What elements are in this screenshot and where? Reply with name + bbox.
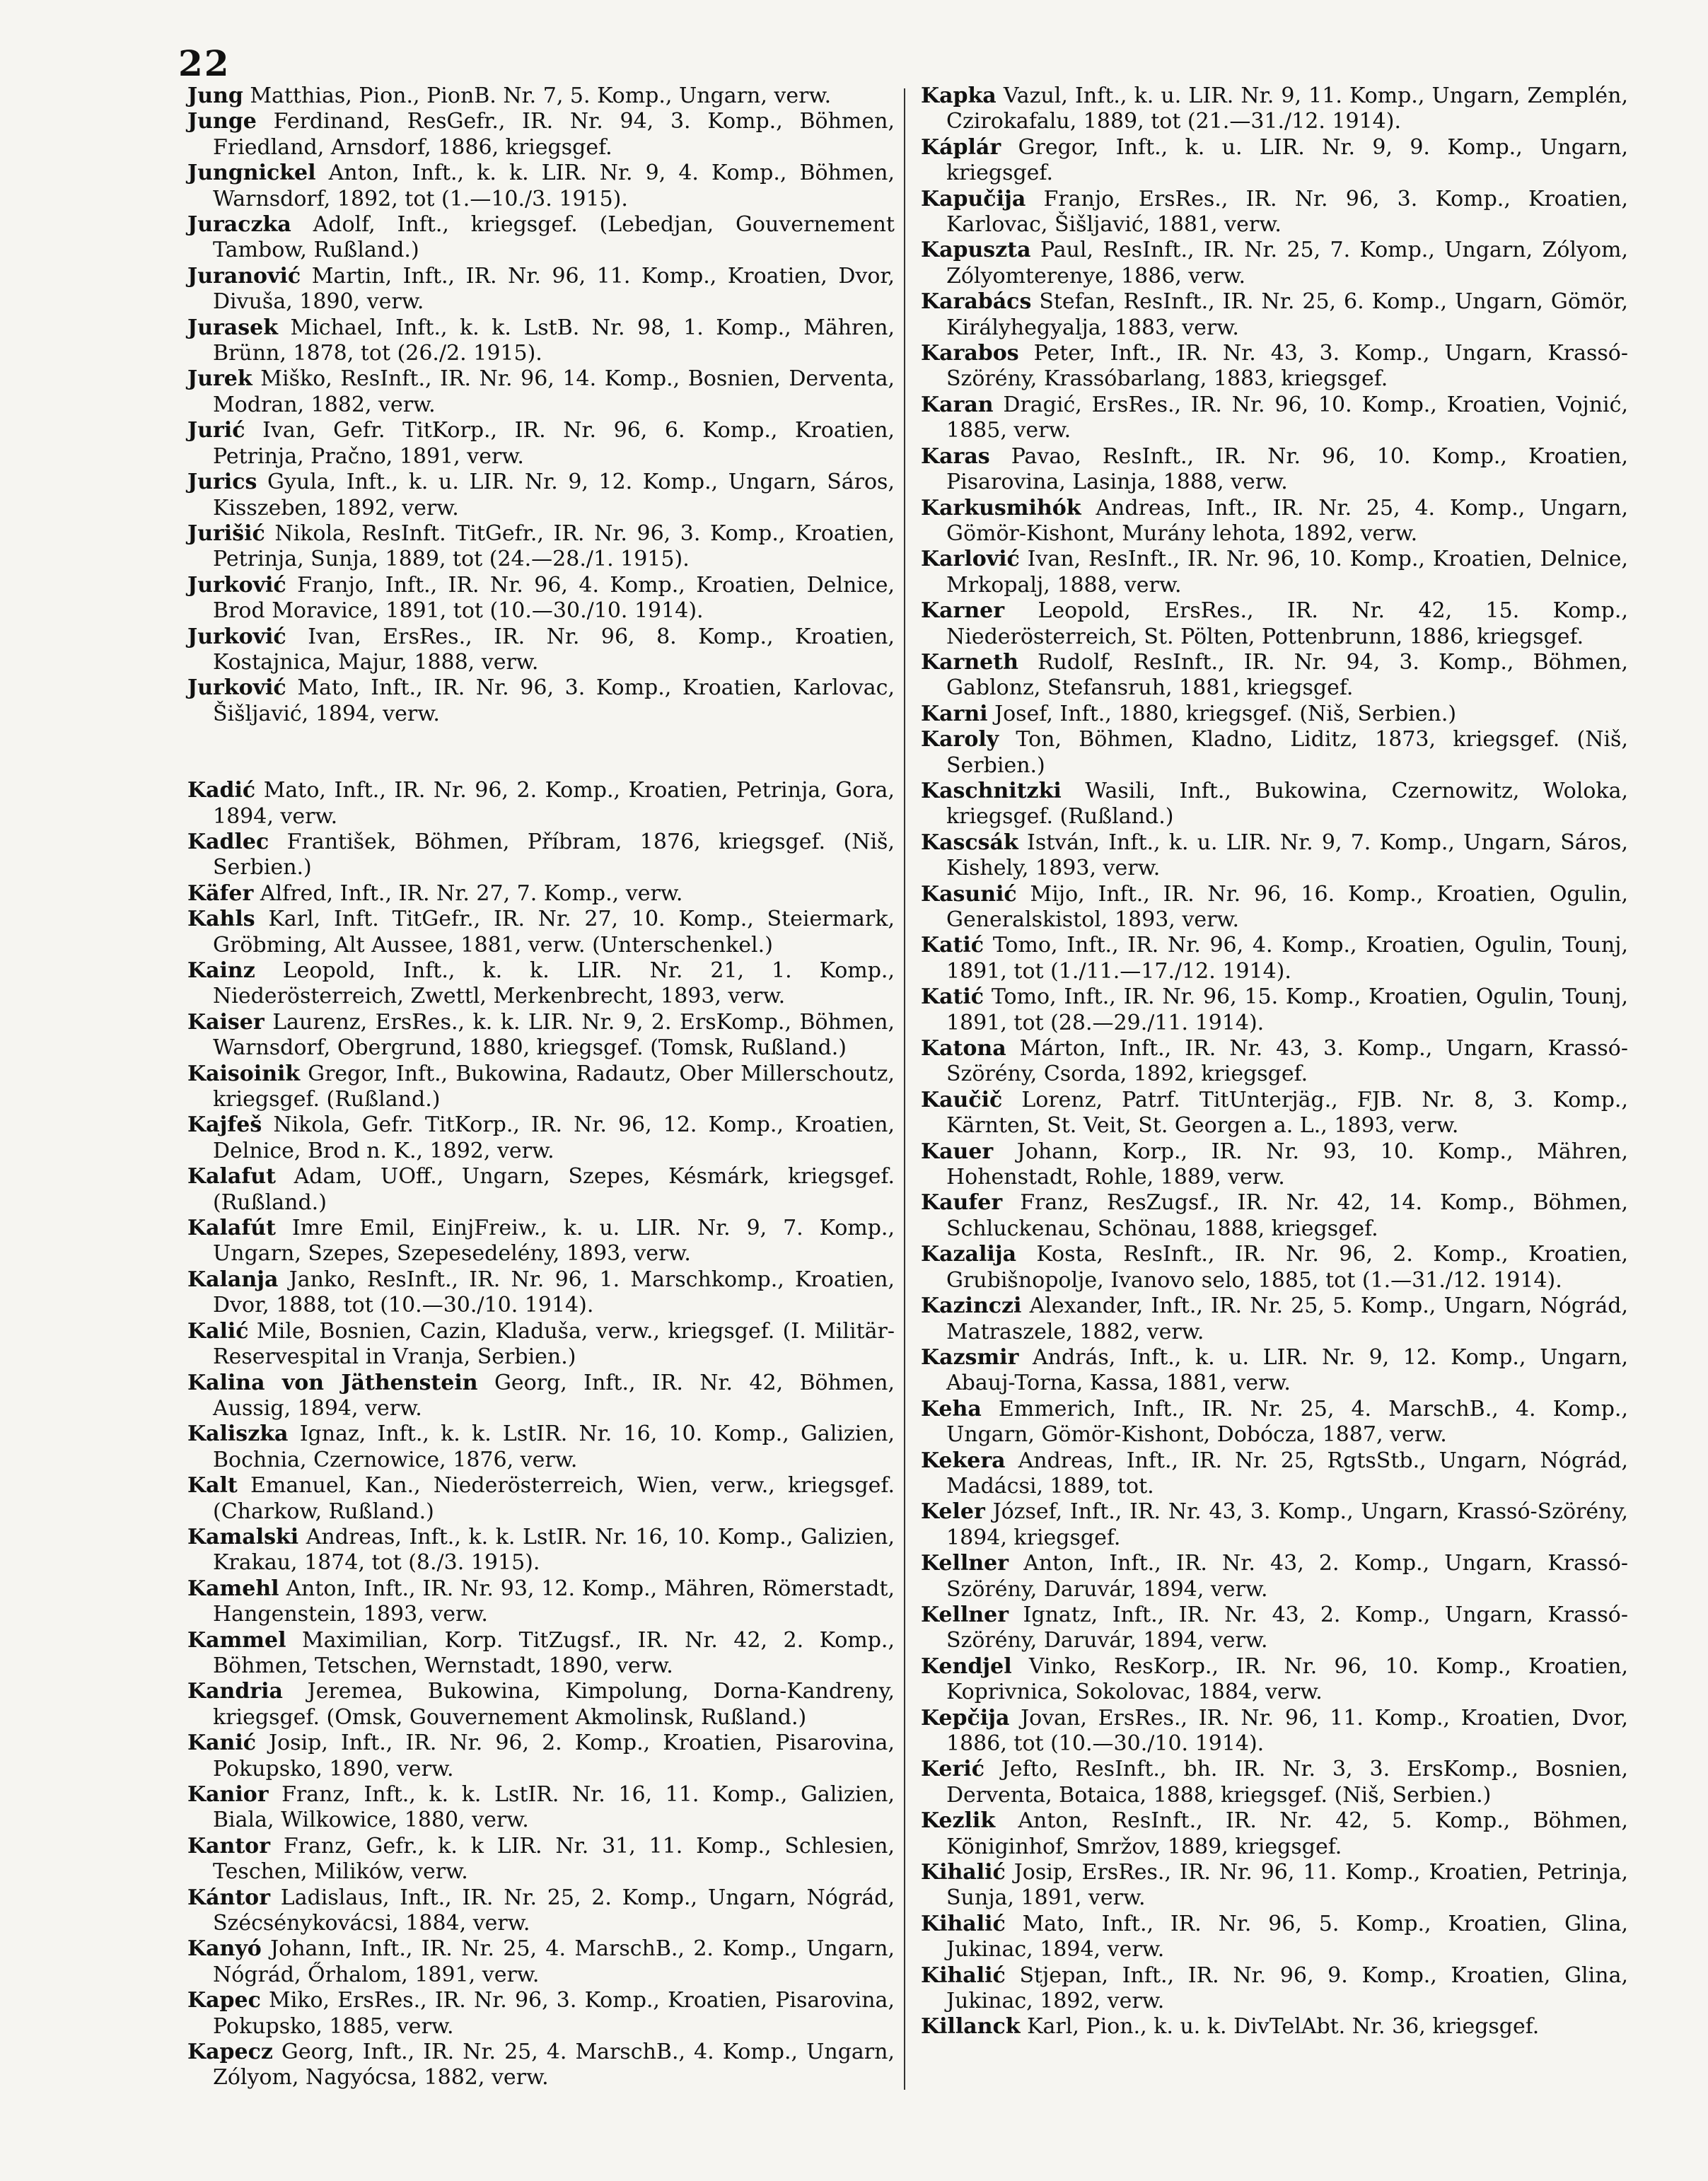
entry-surname: Kainz bbox=[187, 958, 255, 983]
entry-details: Karl, Pion., k. u. k. DivTelAbt. Nr. 36, kriegsgef. bbox=[1027, 2014, 1540, 2040]
register-entry bbox=[921, 187, 1628, 238]
entry-surname: Kadić bbox=[187, 778, 256, 803]
entry-details: Gregor, Inft., k. u. LIR. Nr. 9, 9. Komp., Ungarn, kriegsgef. bbox=[946, 134, 1628, 186]
register-entry bbox=[921, 547, 1628, 598]
entry-details: Mato, Inft., IR. Nr. 96, 5. Komp., Kroatien, Glina, Jukinac, 1894, verw. bbox=[946, 1911, 1628, 1962]
entry-surname: Kammel bbox=[187, 1627, 286, 1653]
register-entry bbox=[921, 1808, 1628, 1860]
register-entry bbox=[187, 1319, 895, 1371]
register-entry bbox=[187, 83, 895, 109]
entry-surname: Kekera bbox=[921, 1448, 1006, 1473]
entry-details: Miško, ResInft., IR. Nr. 96, 14. Komp., Bosnien, Derventa, Modran, 1882, verw. bbox=[213, 366, 895, 417]
entry-details: Imre Emil, EinjFreiw., k. u. LIR. Nr. 9, 7. Komp., Ungarn, Szepes, Szepesedelény, 1893, verw. bbox=[213, 1216, 895, 1267]
entry-surname: Karlović bbox=[921, 547, 1020, 572]
entry-details: Ignaz, Inft., k. k. LstIR. Nr. 16, 10. Komp., Galizien, Bochnia, Czernowice, 1876, verw. bbox=[213, 1421, 895, 1472]
register-entry bbox=[187, 366, 895, 418]
entry-details: Mijo, Inft., IR. Nr. 96, 16. Komp., Kroatien, Ogulin, Generalskistol, 1893, verw. bbox=[946, 881, 1628, 932]
register-entry bbox=[921, 2014, 1628, 2040]
entry-details: Josip, Inft., IR. Nr. 96, 2. Komp., Kroatien, Pisarovina, Pokupsko, 1890, verw. bbox=[213, 1731, 895, 1781]
entry-details: Ivan, ErsRes., IR. Nr. 96, 8. Komp., Kroatien, Kostajnica, Majur, 1888, verw. bbox=[213, 624, 895, 675]
entry-details: Ton, Böhmen, Kladno, Liditz, 1873, kriegsgef. (Niš, Serbien.) bbox=[946, 727, 1628, 778]
register-entry bbox=[187, 1834, 895, 1885]
entry-surname: Káplár bbox=[921, 134, 1001, 160]
entry-details: Rudolf, ResInft., IR. Nr. 94, 3. Komp., Böhmen, Gablonz, Stefansruh, 1881, kriegsgef. bbox=[946, 649, 1628, 701]
register-entry bbox=[187, 778, 895, 830]
entry-surname: Kihalić bbox=[921, 1860, 1006, 1885]
register-entry bbox=[921, 650, 1628, 702]
entry-details: František, Böhmen, Příbram, 1876, kriegsgef. (Niš, Serbien.) bbox=[213, 829, 895, 880]
entry-surname: Karabács bbox=[921, 289, 1032, 315]
entry-surname: Kalić bbox=[187, 1318, 249, 1344]
entry-surname: Kalt bbox=[187, 1473, 238, 1499]
entry-surname: Katić bbox=[921, 984, 984, 1010]
entry-details: Ivan, ResInft., IR. Nr. 96, 10. Komp., Kroatien, Delnice, Mrkopalj, 1888, verw. bbox=[946, 547, 1628, 598]
register-entry bbox=[921, 135, 1628, 187]
register-entry bbox=[187, 830, 895, 881]
register-entry bbox=[921, 1088, 1628, 1139]
entry-details: Alfred, Inft., IR. Nr. 27, 7. Komp., verw. bbox=[260, 880, 683, 906]
register-entry bbox=[921, 238, 1628, 289]
entry-surname: Juraczka bbox=[187, 212, 291, 238]
register-entry bbox=[187, 907, 895, 958]
entry-surname: Kalafut bbox=[187, 1164, 276, 1190]
entry-surname: Kalafút bbox=[187, 1216, 276, 1241]
register-entry bbox=[921, 1293, 1628, 1345]
entry-surname: Katona bbox=[921, 1036, 1006, 1062]
entry-surname: Katić bbox=[921, 933, 984, 958]
entry-details: Tomo, Inft., IR. Nr. 96, 15. Komp., Kroatien, Ogulin, Tounj, 1891, tot (28.—29./11. 1914). bbox=[946, 984, 1628, 1035]
entry-details: Franz, Inft., k. k. LstIR. Nr. 16, 11. Komp., Galizien, Biala, Wilkowice, 1880, verw. bbox=[213, 1782, 895, 1833]
entry-surname: Kántor bbox=[187, 1885, 270, 1910]
register-entry bbox=[921, 1603, 1628, 1654]
entry-details: Franz, Gefr., k. k LIR. Nr. 31, 11. Komp., Schlesien, Teschen, Milików, verw. bbox=[213, 1833, 895, 1885]
entry-surname: Kajfeš bbox=[187, 1112, 262, 1138]
register-entry bbox=[921, 1397, 1628, 1448]
entry-details: Karl, Inft. TitGefr., IR. Nr. 27, 10. Komp., Steiermark, Gröbming, Alt Aussee, 1881, verw. (Unterschenkel.) bbox=[213, 907, 895, 958]
left-column bbox=[187, 83, 895, 2091]
register-entry bbox=[921, 598, 1628, 650]
entry-surname: Kaufer bbox=[921, 1190, 1003, 1216]
entry-details: Michael, Inft., k. k. LstB. Nr. 98, 1. Komp., Mähren, Brünn, 1878, tot (26./2. 1915). bbox=[213, 315, 895, 366]
register-entry bbox=[921, 496, 1628, 547]
entry-surname: Kaschnitzki bbox=[921, 778, 1062, 803]
entry-surname: Jurković bbox=[187, 624, 286, 649]
register-entry bbox=[187, 161, 895, 212]
entry-surname: Karabos bbox=[921, 341, 1019, 366]
entry-surname: Junge bbox=[187, 109, 257, 134]
entry-details: Nikola, ResInft. TitGefr., IR. Nr. 96, 3. Komp., Kroatien, Petrinja, Sunja, 1889, tot (24.—28./1. 1915). bbox=[213, 520, 895, 572]
register-entry bbox=[187, 624, 895, 676]
entry-details: Johann, Inft., IR. Nr. 25, 4. MarschB., 2. Komp., Ungarn, Nógrád, Őrhalom, 1891, verw. bbox=[213, 1936, 895, 1987]
entry-details: Janko, ResInft., IR. Nr. 96, 1. Marschkomp., Kroatien, Dvor, 1888, tot (10.—30./10. 1914). bbox=[213, 1267, 895, 1318]
register-entry bbox=[187, 675, 895, 727]
register-entry bbox=[921, 289, 1628, 341]
entry-details: Gyula, Inft., k. u. LIR. Nr. 9, 12. Komp., Ungarn, Sáros, Kisszeben, 1892, verw. bbox=[213, 470, 895, 520]
register-entry bbox=[921, 984, 1628, 1036]
register-entry bbox=[187, 1062, 895, 1113]
entry-surname: Kamalski bbox=[187, 1524, 299, 1549]
entry-details: Tomo, Inft., IR. Nr. 96, 4. Komp., Kroatien, Ogulin, Tounj, 1891, tot (1./11.—17./12. 1914). bbox=[946, 933, 1628, 984]
entry-surname: Kapučija bbox=[921, 186, 1026, 211]
entry-details: Lorenz, Patrf. TitUnterjäg., FJB. Nr. 8, 3. Komp., Kärnten, St. Veit, St. Georgen a. L., 1893, verw. bbox=[946, 1087, 1628, 1139]
entry-surname: Jurišić bbox=[187, 520, 265, 546]
entry-surname: Kaučič bbox=[921, 1087, 1003, 1112]
register-entry bbox=[921, 1757, 1628, 1808]
entry-surname: Jurek bbox=[187, 366, 252, 392]
entry-details: Jeremea, Bukowina, Kimpolung, Dorna-Kandreny, kriegsgef. (Omsk, Gouvernement Akmolinsk, Rußland.) bbox=[213, 1679, 895, 1730]
register-entry bbox=[921, 83, 1628, 135]
register-entry bbox=[921, 702, 1628, 727]
register-entry bbox=[921, 1654, 1628, 1706]
entry-details: Ignatz, Inft., IR. Nr. 43, 2. Komp., Ungarn, Krassó-Szörény, Daruvár, 1894, verw. bbox=[946, 1602, 1628, 1653]
entry-details: Peter, Inft., IR. Nr. 43, 3. Komp., Ungarn, Krassó-Szörény, Krassóbarlang, 1883, kriegsgef. bbox=[946, 341, 1628, 392]
entry-surname: Kantor bbox=[187, 1833, 270, 1859]
register-entry bbox=[187, 109, 895, 161]
entry-surname: Kascsák bbox=[921, 830, 1018, 855]
entry-surname: Kandria bbox=[187, 1679, 283, 1704]
entry-details: Anton, ResInft., IR. Nr. 42, 5. Komp., Böhmen, Königinhof, Smržov, 1889, kriegsgef. bbox=[946, 1808, 1628, 1859]
entry-details: Franjo, Inft., IR. Nr. 96, 4. Komp., Kroatien, Delnice, Brod Moravice, 1891, tot (10.—30./10. 1914). bbox=[213, 572, 895, 624]
entry-details: Mato, Inft., IR. Nr. 96, 3. Komp., Kroatien, Karlovac, Šišljavić, 1894, verw. bbox=[213, 675, 895, 726]
entry-details: Vinko, ResKorp., IR. Nr. 96, 10. Komp., Kroatien, Koprivnica, Sokolovac, 1884, verw. bbox=[946, 1653, 1628, 1705]
entry-details: Anton, Inft., k. k. LIR. Nr. 9, 4. Komp., Böhmen, Warnsdorf, 1892, tot (1.—10./3. 1915). bbox=[213, 161, 895, 211]
register-entry bbox=[187, 573, 895, 624]
entry-details: Leopold, Inft., k. k. LIR. Nr. 21, 1. Komp., Niederösterreich, Zwettl, Merkenbrecht, 1893, verw. bbox=[213, 958, 895, 1009]
right-column bbox=[921, 83, 1628, 2040]
register-entry bbox=[187, 315, 895, 367]
register-entry bbox=[187, 1164, 895, 1216]
page-number: 22 bbox=[178, 42, 231, 84]
entry-details: Dragić, ErsRes., IR. Nr. 96, 10. Komp., Kroatien, Vojnić, 1885, verw. bbox=[946, 392, 1628, 443]
entry-details: Paul, ResInft., IR. Nr. 25, 7. Komp., Ungarn, Zólyom, Zólyomterenye, 1886, verw. bbox=[946, 238, 1628, 289]
entry-surname: Kalina von Jäthenstein bbox=[187, 1370, 478, 1395]
entry-surname: Kamehl bbox=[187, 1576, 279, 1601]
entry-surname: Kasunić bbox=[921, 881, 1017, 907]
register-entry bbox=[187, 1421, 895, 1473]
register-entry bbox=[187, 1782, 895, 1834]
register-entry bbox=[187, 1576, 895, 1628]
entry-surname: Kellner bbox=[921, 1551, 1009, 1576]
entry-surname: Jung bbox=[187, 83, 243, 108]
entry-surname: Keha bbox=[921, 1396, 982, 1421]
entry-surname: Kaliszka bbox=[187, 1421, 289, 1447]
entry-details: Emanuel, Kan., Niederösterreich, Wien, verw., kriegsgef. (Charkow, Rußland.) bbox=[213, 1473, 895, 1524]
entry-details: Jovan, ErsRes., IR. Nr. 96, 11. Komp., Kroatien, Dvor, 1886, tot (10.—30./10. 1914). bbox=[946, 1705, 1628, 1756]
register-entry bbox=[921, 1963, 1628, 2015]
register-entry bbox=[921, 1448, 1628, 1500]
register-entry bbox=[187, 1988, 895, 2040]
entry-details: Stjepan, Inft., IR. Nr. 96, 9. Komp., Kroatien, Glina, Jukinac, 1892, verw. bbox=[946, 1962, 1628, 2014]
register-entry bbox=[187, 1628, 895, 1680]
entry-surname: Kapka bbox=[921, 83, 997, 108]
entry-surname: Karas bbox=[921, 443, 990, 469]
register-entry bbox=[187, 1371, 895, 1422]
entry-surname: Karoly bbox=[921, 727, 999, 752]
entry-details: Adolf, Inft., kriegsgef. (Lebedjan, Gouvernement Tambow, Rußland.) bbox=[213, 212, 895, 263]
entry-surname: Jurković bbox=[187, 572, 286, 598]
register-entry bbox=[187, 470, 895, 521]
entry-surname: Jungnickel bbox=[187, 161, 316, 186]
entry-details: Georg, Inft., IR. Nr. 42, Böhmen, Aussig, 1894, verw. bbox=[213, 1370, 895, 1421]
entry-surname: Kanior bbox=[187, 1782, 269, 1807]
entry-details: József, Inft., IR. Nr. 43, 3. Komp., Ungarn, Krassó-Szörény, 1894, kriegsgef. bbox=[946, 1499, 1628, 1550]
entry-surname: Keler bbox=[921, 1499, 985, 1525]
entry-details: Nikola, Gefr. TitKorp., IR. Nr. 96, 12. Komp., Kroatien, Delnice, Brod n. K., 1892, verw. bbox=[213, 1112, 895, 1163]
entry-details: Pavao, ResInft., IR. Nr. 96, 10. Komp., Kroatien, Pisarovina, Lasinja, 1888, verw. bbox=[946, 443, 1628, 495]
entry-surname: Kihalić bbox=[921, 1911, 1006, 1936]
section-gap bbox=[187, 727, 895, 778]
entry-surname: Kendjel bbox=[921, 1653, 1012, 1679]
entry-surname: Kazalija bbox=[921, 1242, 1017, 1267]
register-entry bbox=[921, 1499, 1628, 1551]
entry-surname: Jurković bbox=[187, 675, 286, 701]
register-entry bbox=[921, 1139, 1628, 1191]
entry-surname: Kazsmir bbox=[921, 1344, 1019, 1370]
entry-details: Maximilian, Korp. TitZugsf., IR. Nr. 42, 2. Komp., Böhmen, Tetschen, Wernstadt, 1890, verw. bbox=[213, 1627, 895, 1678]
register-entry bbox=[187, 1010, 895, 1062]
entry-details: Alexander, Inft., IR. Nr. 25, 5. Komp., Ungarn, Nógrád, Matraszele, 1882, verw. bbox=[946, 1293, 1628, 1344]
register-entry bbox=[187, 418, 895, 470]
register-entry bbox=[187, 264, 895, 315]
entry-details: Anton, Inft., IR. Nr. 43, 2. Komp., Ungarn, Krassó-Szörény, Daruvár, 1894, verw. bbox=[946, 1551, 1628, 1602]
entry-surname: Juranović bbox=[187, 263, 301, 289]
entry-details: Andreas, Inft., k. k. LstIR. Nr. 16, 10. Komp., Galizien, Krakau, 1874, tot (8./3. 1915). bbox=[213, 1524, 895, 1576]
register-entry bbox=[187, 958, 895, 1010]
register-entry bbox=[187, 1525, 895, 1576]
entry-details: Franjo, ErsRes., IR. Nr. 96, 3. Komp., Kroatien, Karlovac, Šišljavić, 1881, verw. bbox=[946, 186, 1629, 238]
entry-surname: Kanyó bbox=[187, 1936, 262, 1962]
entry-surname: Kepčija bbox=[921, 1705, 1010, 1731]
entry-details: Martin, Inft., IR. Nr. 96, 11. Komp., Kroatien, Dvor, Divuša, 1890, verw. bbox=[213, 263, 895, 315]
entry-surname: Karneth bbox=[921, 649, 1018, 675]
column-divider bbox=[904, 88, 905, 2090]
entry-surname: Kaiser bbox=[187, 1009, 265, 1035]
entry-details: Matthias, Pion., PionB. Nr. 7, 5. Komp., Ungarn, verw. bbox=[250, 83, 832, 108]
register-entry bbox=[921, 1190, 1628, 1242]
register-entry bbox=[187, 1267, 895, 1319]
entry-surname: Karkusmihók bbox=[921, 495, 1081, 520]
entry-surname: Kahls bbox=[187, 907, 255, 932]
register-entry bbox=[921, 933, 1628, 984]
register-entry bbox=[921, 1036, 1628, 1088]
entry-surname: Kerić bbox=[921, 1757, 984, 1782]
register-entry bbox=[187, 1216, 895, 1267]
entry-surname: Käfer bbox=[187, 880, 254, 906]
entry-surname: Kapec bbox=[187, 1988, 261, 2013]
entry-details: Kosta, ResInft., IR. Nr. 96, 2. Komp., Kroatien, Grubišnopolje, Ivanovo selo, 1885, tot (1.—31./12. 1914). bbox=[946, 1242, 1628, 1293]
entry-details: Ivan, Gefr. TitKorp., IR. Nr. 96, 6. Komp., Kroatien, Petrinja, Pračno, 1891, verw. bbox=[213, 418, 895, 469]
entry-details: Mile, Bosnien, Cazin, Kladuša, verw., kriegsgef. (I. Militär-Reservespital in Vranja, Serbien.) bbox=[213, 1318, 895, 1370]
register-entry bbox=[187, 881, 895, 907]
register-entry bbox=[921, 1242, 1628, 1293]
entry-surname: Kapecz bbox=[187, 2040, 273, 2065]
entry-surname: Jurić bbox=[187, 418, 245, 443]
entry-details: Franz, ResZugsf., IR. Nr. 42, 14. Komp., Böhmen, Schluckenau, Schönau, 1888, kriegsgef. bbox=[946, 1190, 1628, 1241]
register-entry bbox=[921, 444, 1628, 496]
register-entry bbox=[187, 2040, 895, 2091]
entry-details: Leopold, ErsRes., IR. Nr. 42, 15. Komp., Niederösterreich, St. Pölten, Pottenbrunn, 1886, kriegsgef. bbox=[946, 598, 1628, 649]
entry-surname: Kalanja bbox=[187, 1267, 279, 1292]
entry-surname: Jurasek bbox=[187, 315, 279, 340]
entry-surname: Kadlec bbox=[187, 829, 269, 854]
entry-details: Andreas, Inft., IR. Nr. 25, 4. Komp., Ungarn, Gömör-Kishont, Murány lehota, 1892, verw. bbox=[946, 495, 1628, 546]
entry-surname: Kaisoinik bbox=[187, 1061, 301, 1086]
entry-details: Josip, ErsRes., IR. Nr. 96, 11. Komp., Kroatien, Petrinja, Sunja, 1891, verw. bbox=[946, 1860, 1628, 1911]
register-entry bbox=[921, 1551, 1628, 1603]
entry-details: András, Inft., k. u. LIR. Nr. 9, 12. Komp., Ungarn, Abauj-Torna, Kassa, 1881, verw. bbox=[946, 1344, 1628, 1396]
entry-surname: Kazinczi bbox=[921, 1293, 1022, 1319]
entry-details: Wasili, Inft., Bukowina, Czernowitz, Woloka, kriegsgef. (Rußland.) bbox=[946, 778, 1628, 830]
register-entry bbox=[921, 1912, 1628, 1963]
register-entry bbox=[921, 1345, 1628, 1397]
entry-surname: Kanić bbox=[187, 1731, 256, 1756]
entry-details: Stefan, ResInft., IR. Nr. 25, 6. Komp., Ungarn, Gömör, Királyhegyalja, 1883, verw. bbox=[946, 289, 1628, 340]
entry-surname: Kauer bbox=[921, 1139, 994, 1164]
entry-details: Emmerich, Inft., IR. Nr. 25, 4. MarschB., 4. Komp., Ungarn, Gömör-Kishont, Dobócza, 1887, verw. bbox=[946, 1396, 1628, 1448]
entry-details: Ferdinand, ResGefr., IR. Nr. 94, 3. Komp., Böhmen, Friedland, Arnsdorf, 1886, kriegsgef. bbox=[213, 109, 895, 160]
register-entry bbox=[921, 727, 1628, 779]
register-entry bbox=[187, 521, 895, 573]
entry-details: Mato, Inft., IR. Nr. 96, 2. Komp., Kroatien, Petrinja, Gora, 1894, verw. bbox=[213, 778, 895, 829]
register-entry bbox=[921, 1860, 1628, 1912]
register-entry bbox=[921, 1706, 1628, 1757]
entry-details: Adam, UOff., Ungarn, Szepes, Késmárk, kriegsgef. (Rußland.) bbox=[213, 1164, 895, 1215]
register-entry bbox=[187, 1885, 895, 1937]
entry-surname: Kihalić bbox=[921, 1962, 1006, 1988]
entry-details: Jefto, ResInft., bh. IR. Nr. 3, 3. ErsKomp., Bosnien, Derventa, Botaica, 1888, kriegsgef. (Niš, Serbien.) bbox=[946, 1757, 1628, 1808]
register-entry bbox=[187, 1679, 895, 1731]
entry-surname: Kellner bbox=[921, 1602, 1009, 1627]
entry-details: Laurenz, ErsRes., k. k. LIR. Nr. 9, 2. ErsKomp., Böhmen, Warnsdorf, Obergrund, 1880, kriegsgef. (Tomsk, Rußland.) bbox=[213, 1009, 895, 1061]
register-entry bbox=[187, 1731, 895, 1782]
entry-details: Miko, ErsRes., IR. Nr. 96, 3. Komp., Kroatien, Pisarovina, Pokupsko, 1885, verw. bbox=[213, 1988, 895, 2039]
register-entry bbox=[921, 392, 1628, 444]
entry-details: Gregor, Inft., Bukowina, Radautz, Ober Millerschoutz, kriegsgef. (Rußland.) bbox=[213, 1061, 895, 1112]
entry-surname: Jurics bbox=[187, 470, 257, 495]
register-entry bbox=[187, 1936, 895, 1988]
entry-details: Ladislaus, Inft., IR. Nr. 25, 2. Komp., Ungarn, Nógrád, Szécsénykovácsi, 1884, verw. bbox=[213, 1885, 895, 1936]
entry-details: Johann, Korp., IR. Nr. 93, 10. Komp., Mähren, Hohenstadt, Rohle, 1889, verw. bbox=[946, 1139, 1628, 1190]
register-entry bbox=[921, 882, 1628, 934]
entry-details: Anton, Inft., IR. Nr. 93, 12. Komp., Mähren, Römerstadt, Hangenstein, 1893, verw. bbox=[213, 1576, 895, 1627]
entry-details: Josef, Inft., 1880, kriegsgef. (Niš, Serbien.) bbox=[994, 701, 1457, 726]
register-entry bbox=[921, 830, 1628, 882]
register-entry bbox=[921, 779, 1628, 830]
register-entry bbox=[187, 212, 895, 264]
entry-surname: Killanck bbox=[921, 2014, 1021, 2040]
entry-details: Georg, Inft., IR. Nr. 25, 4. MarschB., 4. Komp., Ungarn, Zólyom, Nagyócsa, 1882, verw. bbox=[213, 2040, 895, 2090]
entry-details: Andreas, Inft., IR. Nr. 25, RgtsStb., Ungarn, Nógrád, Madácsi, 1889, tot. bbox=[946, 1448, 1628, 1499]
entry-surname: Karni bbox=[921, 701, 988, 726]
entry-surname: Karan bbox=[921, 392, 994, 417]
entry-details: Vazul, Inft., k. u. LIR. Nr. 9, 11. Komp., Ungarn, Zemplén, Czirokafalu, 1889, tot (21.—31./12. 1914). bbox=[946, 83, 1628, 134]
entry-surname: Karner bbox=[921, 598, 1005, 624]
register-entry bbox=[187, 1473, 895, 1525]
entry-details: Márton, Inft., IR. Nr. 43, 3. Komp., Ungarn, Krassó-Szörény, Csorda, 1892, kriegsgef. bbox=[946, 1036, 1628, 1087]
entry-surname: Kapuszta bbox=[921, 238, 1031, 263]
entry-details: István, Inft., k. u. LIR. Nr. 9, 7. Komp., Ungarn, Sáros, Kishely, 1893, verw. bbox=[946, 830, 1628, 881]
register-entry bbox=[921, 341, 1628, 392]
entry-surname: Kezlik bbox=[921, 1808, 996, 1834]
register-entry bbox=[187, 1112, 895, 1164]
